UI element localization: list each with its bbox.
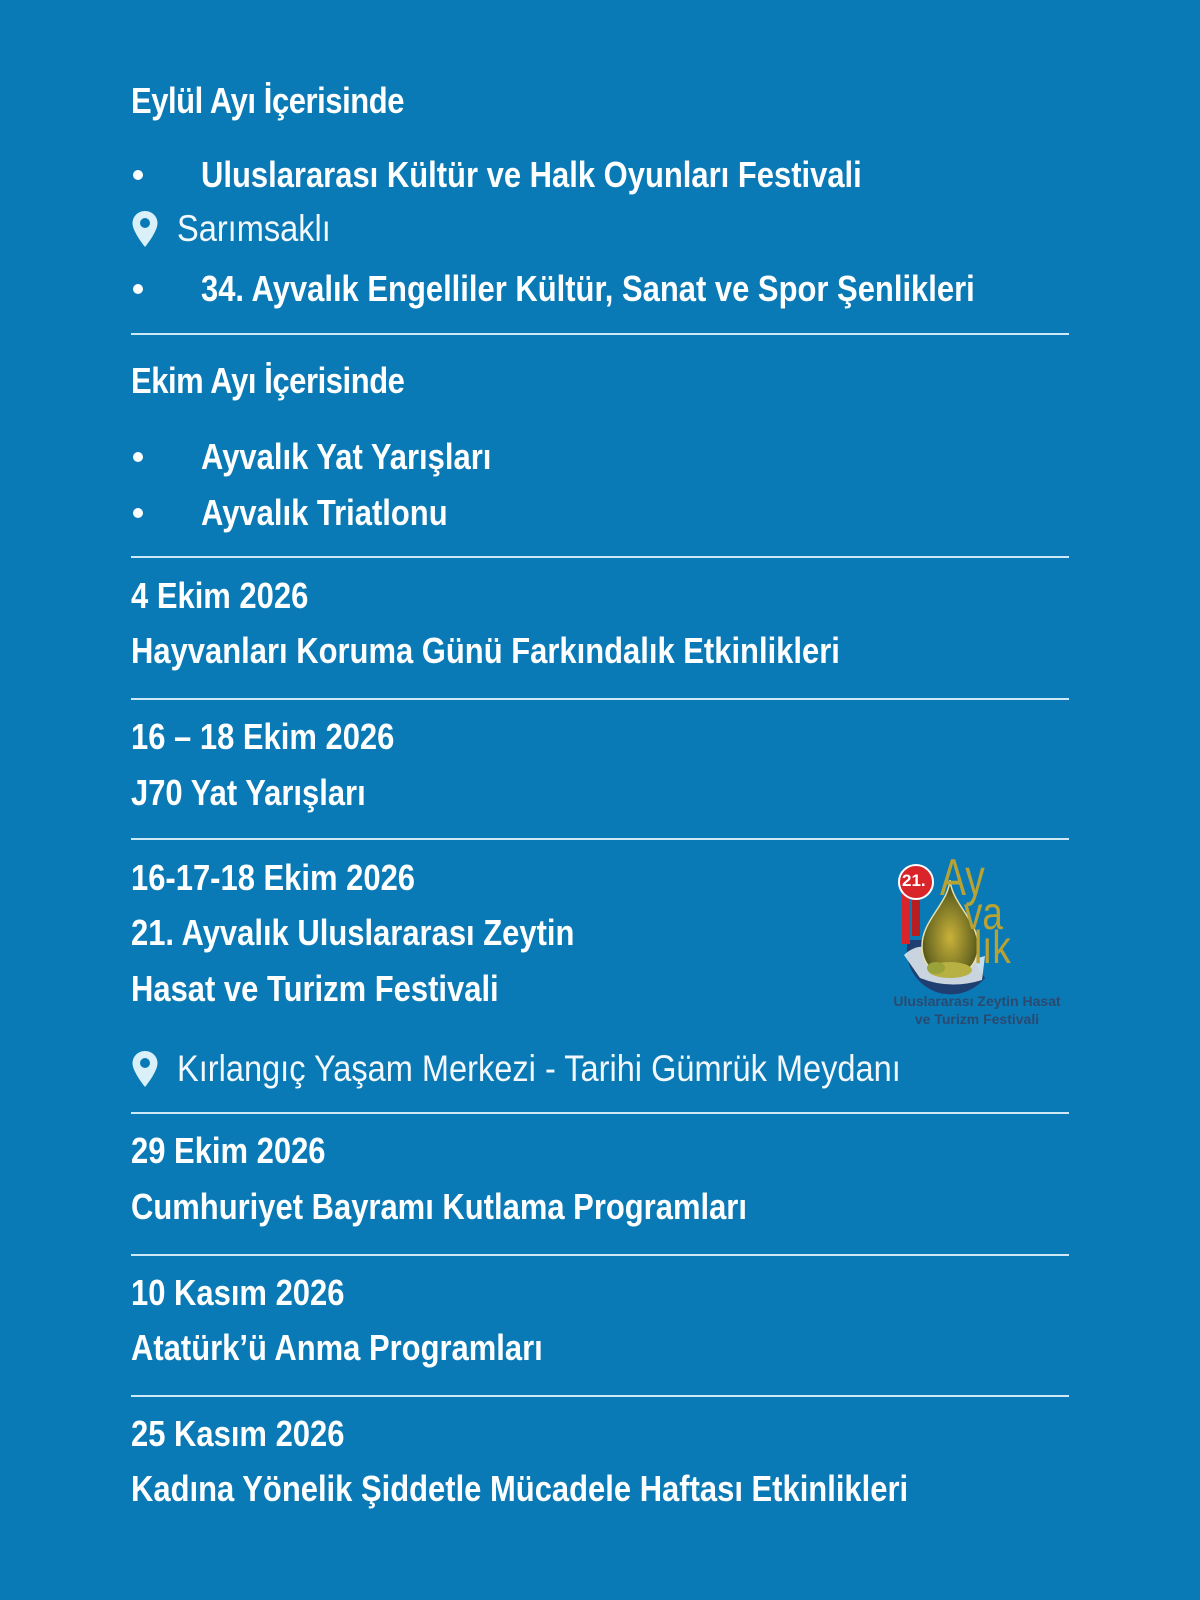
event-date: 4 Ekim 2026 [131,575,309,616]
logo-caption-line2: ve Turizm Festivali [914,1011,1040,1027]
location-row [131,1048,1000,1090]
logo-word-line2: va [964,887,1003,939]
event-date: 29 Ekim 2026 [131,1130,326,1171]
list-item-label: 34. Ayvalık Engelliler Kültür, Sanat ve Spor Şenlikleri [201,268,975,309]
list-item [131,266,975,312]
festival-logo [890,849,1070,1030]
divider [131,698,1069,700]
list-item-label: Ayvalık Triatlonu [201,492,448,533]
bullet-icon [133,452,143,462]
bullet-icon [133,170,143,180]
list-item-label: Ayvalık Yat Yarışları [201,436,492,477]
event-date: 16-17-18 Ekim 2026 [131,857,416,898]
event-title-line1: 21. Ayvalık Uluslararası Zeytin [131,912,575,953]
event-date: 10 Kasım 2026 [131,1272,345,1313]
logo-word-line1: Ay [940,849,985,907]
logo-word-line3: lık [974,921,1011,973]
list-item-label: Uluslararası Kültür ve Halk Oyunları Festivali [201,154,862,195]
logo-caption-line1: Uluslararası Zeytin Hasat [893,993,1061,1009]
logo-badge-number: 21. [902,871,926,890]
list-item [131,152,862,198]
event-date: 16 – 18 Ekim 2026 [131,716,395,757]
month-heading-ekim: Ekim Ayı İçerisinde [131,360,405,401]
event-title: Cumhuriyet Bayramı Kutlama Programları [131,1186,747,1227]
divider [131,838,1069,840]
divider [131,556,1069,558]
divider [131,1112,1069,1114]
event-date: 25 Kasım 2026 [131,1413,345,1454]
location-pin-icon [131,1050,159,1088]
divider [131,333,1069,335]
bullet-icon [133,284,143,294]
event-title: Atatürk’ü Anma Programları [131,1327,543,1368]
bullet-icon [133,508,143,518]
location-pin-icon [131,210,159,248]
location-row [131,208,352,250]
month-heading-eylul: Eylül Ayı İçerisinde [131,80,405,121]
divider [131,1395,1069,1397]
divider [131,1254,1069,1256]
list-item [131,434,492,480]
list-item [131,490,448,536]
event-title: J70 Yat Yarışları [131,772,366,813]
event-title: Kadına Yönelik Şiddetle Mücadele Haftası Etkinlikleri [131,1468,909,1509]
location-label: Sarımsaklı [177,208,331,249]
event-title: Hayvanları Koruma Günü Farkındalık Etkinlikleri [131,630,840,671]
event-title-line2: Hasat ve Turizm Festivali [131,968,499,1009]
location-label: Kırlangıç Yaşam Merkezi - Tarihi Gümrük Meydanı [177,1048,901,1089]
